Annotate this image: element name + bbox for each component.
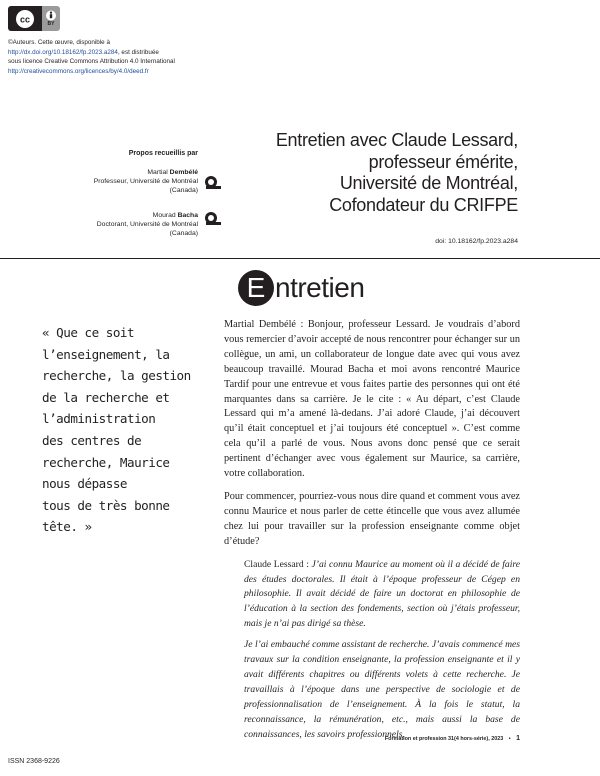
section-heading <box>238 268 364 308</box>
svg-text:cc: cc <box>19 14 31 24</box>
author-block: Martial Dembélé Professeur, Université de Montréal (Canada) <box>58 168 198 195</box>
paragraph-question-2: Pour commencer, pourriez-vous nous dire quand et comment vous avez connu Maurice et nous parler de cette étincelle que vous avez allumée chez lui pour travailler sur la profession enseignante comme objet d’étude? <box>224 490 520 547</box>
collected-by-label: Propos recueillis par <box>128 150 198 157</box>
article-doi: doi: 10.18162/fp.2023.a284 <box>435 238 518 245</box>
pull-quote <box>42 322 192 538</box>
doi-link[interactable]: http://dx.doi.org/10.18162/fp.2023.a284 <box>8 48 118 56</box>
author-name: Bacha <box>177 212 198 219</box>
title-line: Entretien avec Claude Lessard, <box>275 130 518 150</box>
orcid-cieh-icon[interactable] <box>204 212 222 226</box>
author-block: Mourad Bacha Doctorant, Université de Montréal (Canada) <box>58 211 198 238</box>
quote-line: de la recherche et <box>42 389 170 405</box>
quote-line: tête. » <box>42 519 92 535</box>
title-line: professeur émérite, <box>368 151 518 172</box>
cc-license-link[interactable]: http://creativecommons.org/licences/by/4.0/deed.fr <box>8 67 149 75</box>
author-affiliation: Professeur, Université de Montréal <box>93 178 198 185</box>
license-line-3: sous licence Creative Commons Attribution 4.0 International <box>8 58 175 66</box>
drop-cap: E <box>238 270 274 306</box>
author-country: (Canada) <box>169 187 198 194</box>
author-country: (Canada) <box>169 230 198 237</box>
issn: ISSN 2368-9226 <box>8 758 60 765</box>
license-line-2: http://dx.doi.org/10.18162/fp.2023.a284, est distribuée <box>8 48 159 56</box>
quote-line: des centres de <box>42 432 142 448</box>
cc-logo-icon <box>11 9 39 29</box>
quote-line: recherche, la gestion <box>42 368 191 384</box>
quote-line: l’enseignement, la <box>42 346 170 362</box>
paragraph-answer-2: Je l’ai embauché comme assistant de recherche. J’avais commencé mes travaux sur la condition enseignante, la profession enseignante et il y avait différents chapitres ou différents volets à cette recherche. Je travaillais à l’époque dans une perspective de sociologie et de professionnalisation de l’enseignement. À la fois le statut, la reconnaissance, la rémunération, etc., mais aussi la base de connaissances, les savoirs professionnels, <box>244 639 520 740</box>
quote-line: nous dépasse <box>42 476 127 492</box>
by-icon <box>42 6 60 31</box>
page-number: 1 <box>516 735 520 742</box>
quote-line: « Que ce soit <box>42 325 135 340</box>
footer-bullet: • <box>508 736 511 742</box>
paragraph-answer-1: Claude Lessard : J’ai connu Maurice au moment où il a décidé de faire des études doctorales. Il était à l’époque professeur de Cégep en philosophie. Il avait décidé de faire un doctorat en philosophie de l’éducation à la section des fondements, section où j’étais professeur, mais je n’ai pas dirigé sa thèse. <box>244 558 521 630</box>
section-divider <box>0 258 600 259</box>
by-label: BY <box>47 21 55 27</box>
cc-icon <box>8 6 42 31</box>
title-line: Cofondateur du CRIFPE <box>329 194 518 215</box>
quote-line: tous de très bonne <box>42 497 170 513</box>
author-affiliation: Doctorant, Université de Montréal <box>96 221 198 228</box>
journal-citation: Formation et profession 31(4 hors-série), 2023 <box>384 736 504 742</box>
person-icon <box>46 10 56 21</box>
cc-license-badge[interactable] <box>8 6 60 31</box>
license-line-1: ©Auteurs. Cette œuvre, disponible à <box>8 39 110 46</box>
quote-line: l’administration <box>42 411 156 427</box>
article-body <box>224 318 520 748</box>
journal-footer <box>370 735 520 742</box>
article-title <box>250 130 518 216</box>
license-notice <box>8 38 198 76</box>
speaker-label: Claude Lessard : <box>244 558 312 570</box>
paragraph-question-1: Martial Dembélé : Bonjour, professeur Lessard. Je voudrais d’abord vous remercier d’avoir accepté de nous rencontrer pour échanger sur un collègue, un ami, un collaborateur de longue date avec qui vous avez beaucoup travaillé. Mourad Bacha et moi avons rencontré Maurice Tardif pour une entrevue et vous faites partie des personnes qui ont été marquantes dans sa carrière. Je le cite : « Au départ, c’est Claude Lessard qui m’a amené là-dedans. J’ai adoré Claude, j’ai découvert qu’il était conceptuel et j’ai toujours été conceptuel ». C’est comme cela qu’il a parlé de vous. Nous avons donc pensé que ce serait pertinent d’échanger avec vous également sur Maurice, sa carrière, votre collaboration. <box>224 319 520 480</box>
section-heading-text: ntretien <box>275 272 365 303</box>
author-name: Dembélé <box>169 169 198 176</box>
orcid-cieh-icon[interactable] <box>204 176 222 190</box>
title-line: Université de Montréal, <box>339 173 518 193</box>
quote-line: recherche, Maurice <box>42 454 170 470</box>
